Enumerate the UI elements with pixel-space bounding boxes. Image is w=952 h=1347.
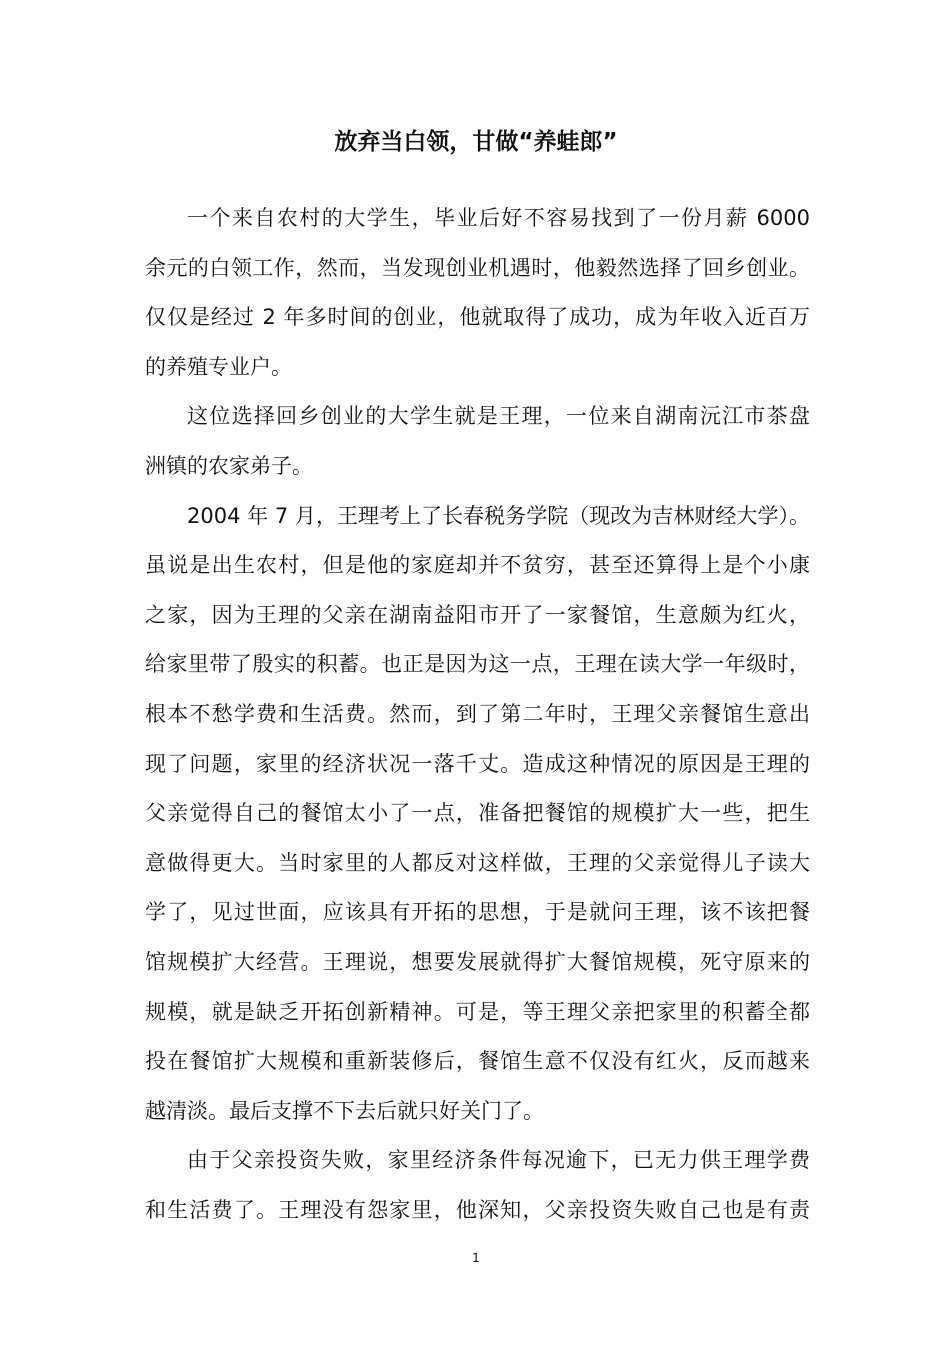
text-line: 意做得更大。当时家里的人都反对这样做，王理的父亲觉得儿子读大	[145, 850, 810, 875]
page-number: 1	[472, 1251, 480, 1265]
text-line: 余元的白领工作，然而，当发现创业机遇时，他毅然选择了回乡创业。	[145, 255, 810, 280]
text-line: 根本不愁学费和生活费。然而，到了第二年时，王理父亲餐馆生意出	[145, 701, 810, 726]
text-line: 父亲觉得自己的餐馆太小了一点，准备把餐馆的规模扩大一些，把生	[145, 801, 810, 826]
text-line: 洲镇的农家弟子。	[145, 453, 313, 478]
text-line: 之家，因为王理的父亲在湖南益阳市开了一家餐馆，生意颇为红火，	[145, 602, 810, 627]
text-line: 学了，见过世面，应该具有开拓的思想，于是就问王理，该不该把餐	[145, 900, 810, 925]
text-line: 馆规模扩大经营。王理说，想要发展就得扩大餐馆规模，死守原来的	[145, 949, 810, 974]
text-line: 仅仅是经过 2 年多时间的创业，他就取得了成功，成为年收入近百万	[145, 305, 810, 330]
text-line: 和生活费了。王理没有怨家里，他深知，父亲投资失败自己也是有责	[145, 1197, 810, 1222]
text-line: 这位选择回乡创业的大学生就是王理，一位来自湖南沅江市茶盘	[187, 404, 810, 429]
document-title: 放弃当白领，甘做“养蛙郎”	[334, 129, 618, 155]
text-line: 给家里带了殷实的积蓄。也正是因为这一点，王理在读大学一年级时，	[145, 652, 810, 677]
text-line: 一个来自农村的大学生，毕业后好不容易找到了一份月薪 6000	[187, 206, 810, 230]
text-line: 投在餐馆扩大规模和重新装修后，餐馆生意不仅没有红火，反而越来	[145, 1049, 810, 1074]
text-line: 由于父亲投资失败，家里经济条件每况逾下，已无力供王理学费	[187, 1148, 810, 1173]
text-line: 的养殖专业户。	[145, 354, 292, 379]
paragraph	[145, 194, 810, 392]
text-line: 规模，就是缺乏开拓创新精神。可是，等王理父亲把家里的积蓄全都	[145, 999, 810, 1024]
text-line: 虽说是出生农村，但是他的家庭却并不贫穷，甚至还算得上是个小康	[145, 553, 810, 578]
text-line: 2004 年 7 月，王理考上了长春税务学院（现改为吉林财经大学）。	[187, 503, 810, 528]
text-line: 现了问题，家里的经济状况一落千丈。造成这种情况的原因是王理的	[145, 751, 810, 776]
paragraph	[145, 392, 810, 491]
document-body	[145, 194, 810, 1235]
paragraph	[145, 1136, 810, 1235]
text-line: 越清淡。最后支撑不下去后就只好关门了。	[145, 1098, 544, 1123]
paragraph	[145, 492, 810, 1137]
